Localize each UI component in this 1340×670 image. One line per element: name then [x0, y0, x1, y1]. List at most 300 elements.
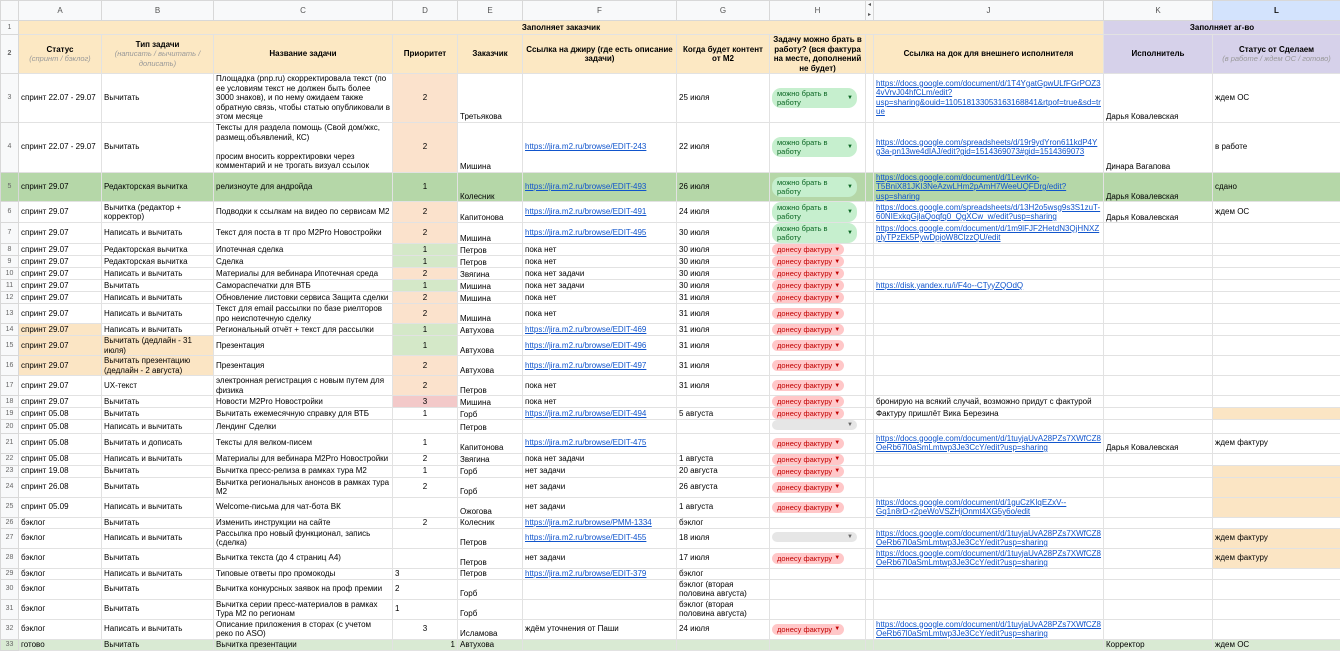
- cell-can-take[interactable]: [770, 619, 866, 639]
- cell-client[interactable]: Исламова: [458, 619, 523, 639]
- cell-content-date[interactable]: [677, 639, 770, 650]
- cell-status[interactable]: спринт 05.08: [19, 408, 102, 420]
- cell-task-title[interactable]: Типовые ответы про промокоды: [214, 568, 393, 579]
- cell-executor[interactable]: [1104, 548, 1213, 568]
- cell-jira-link[interactable]: нет задачи: [523, 497, 677, 517]
- cell-agency-status[interactable]: [1213, 517, 1340, 528]
- cell-content-date[interactable]: 17 июля: [677, 548, 770, 568]
- cell-priority[interactable]: 2: [393, 579, 458, 599]
- cell-executor[interactable]: [1104, 619, 1213, 639]
- cell-can-take[interactable]: [770, 356, 866, 376]
- status-dropdown-chip[interactable]: [772, 532, 857, 542]
- cell-task-type[interactable]: Редакторская вычитка: [102, 244, 214, 256]
- cell-agency-status[interactable]: [1213, 453, 1340, 465]
- row-number[interactable]: 26: [1, 517, 19, 528]
- row-number[interactable]: 32: [1, 619, 19, 639]
- cell-status[interactable]: спринт 29.07: [19, 396, 102, 408]
- cell-priority[interactable]: 2: [393, 223, 458, 244]
- cell-doc-link[interactable]: https://docs.google.com/document/d/1T4YgatGpwULfFGrPOZ34vVrvJ04hfCLm/edit?usp=sharing&ouid=110518133053163168841&rtpof=true&sd=true: [874, 74, 1104, 123]
- cell-status[interactable]: спринт 29.07: [19, 256, 102, 268]
- cell-client[interactable]: Колесник: [458, 517, 523, 528]
- cell-content-date[interactable]: бэклог: [677, 517, 770, 528]
- cell-jira-link[interactable]: https://jira.m2.ru/browse/EDIT-469: [523, 324, 677, 336]
- cell-can-take[interactable]: [770, 336, 866, 356]
- cell-executor[interactable]: [1104, 517, 1213, 528]
- cell-can-take[interactable]: [770, 579, 866, 599]
- cell-task-type[interactable]: Написать и вычитать: [102, 619, 214, 639]
- cell-content-date[interactable]: 26 августа: [677, 477, 770, 497]
- cell-priority[interactable]: 1: [393, 599, 458, 619]
- cell-can-take[interactable]: [770, 376, 866, 396]
- cell-doc-link[interactable]: https://docs.google.com/document/d/1tuyjaUvA28PZs7XWfCZ8OeRb67l0aSmLmtwp3Je3CcY/edit?usp=sharing: [874, 619, 1104, 639]
- row-number[interactable]: 19: [1, 408, 19, 420]
- cell-status[interactable]: спринт 29.07: [19, 280, 102, 292]
- col-header-d[interactable]: D: [393, 1, 458, 21]
- cell-doc-link[interactable]: https://docs.google.com/document/d/1LevrKo-T5BniX81JKI3NeAzwLHm2pAmH7WeeUQFDrg/edit?usp=sharing: [874, 172, 1104, 202]
- col-header-a[interactable]: A: [19, 1, 102, 21]
- row-number[interactable]: 30: [1, 579, 19, 599]
- cell-content-date[interactable]: 18 июля: [677, 528, 770, 548]
- row-number[interactable]: 13: [1, 304, 19, 324]
- cell-content-date[interactable]: 30 июля: [677, 244, 770, 256]
- cell-task-type[interactable]: Написать и вычитать: [102, 453, 214, 465]
- cell-agency-status[interactable]: ждем ОС: [1213, 639, 1340, 650]
- cell-task-type[interactable]: Написать и вычитать: [102, 292, 214, 304]
- cell-status[interactable]: бэклог: [19, 548, 102, 568]
- cell-status[interactable]: готово: [19, 639, 102, 650]
- cell-task-title[interactable]: релизноуте для андройда: [214, 172, 393, 202]
- cell-can-take[interactable]: [770, 433, 866, 453]
- status-dropdown-chip[interactable]: [772, 280, 844, 291]
- cell-priority[interactable]: 1: [393, 408, 458, 420]
- cell-task-type[interactable]: Написать и вычитать: [102, 528, 214, 548]
- cell-task-title[interactable]: Презентация: [214, 356, 393, 376]
- status-dropdown-chip[interactable]: [772, 256, 844, 267]
- cell-doc-link[interactable]: [874, 420, 1104, 434]
- cell-status[interactable]: спринт 22.07 - 29.07: [19, 122, 102, 172]
- cell-task-type[interactable]: Вычитать: [102, 639, 214, 650]
- cell-client[interactable]: Мишина: [458, 396, 523, 408]
- cell-agency-status[interactable]: [1213, 304, 1340, 324]
- cell-task-type[interactable]: Вычитать: [102, 408, 214, 420]
- status-dropdown-chip[interactable]: [772, 466, 844, 477]
- cell-task-type[interactable]: Вычитать: [102, 74, 214, 123]
- cell-content-date[interactable]: 24 июля: [677, 202, 770, 223]
- header-executor[interactable]: Исполнитель: [1104, 35, 1213, 74]
- status-dropdown-chip[interactable]: [772, 340, 844, 351]
- cell-executor[interactable]: Дарья Ковалевская: [1104, 74, 1213, 123]
- cell-doc-link[interactable]: [874, 639, 1104, 650]
- row-number[interactable]: 22: [1, 453, 19, 465]
- cell-agency-status[interactable]: [1213, 376, 1340, 396]
- cell-content-date[interactable]: 24 июля: [677, 619, 770, 639]
- cell-agency-status[interactable]: [1213, 408, 1340, 420]
- cell-task-type[interactable]: Вычитать и дописать: [102, 433, 214, 453]
- cell-can-take[interactable]: [770, 244, 866, 256]
- cell-jira-link[interactable]: https://jira.m2.ru/browse/PMM-1334: [523, 517, 677, 528]
- cell-doc-link[interactable]: [874, 292, 1104, 304]
- cell-agency-status[interactable]: [1213, 223, 1340, 244]
- row-number[interactable]: 27: [1, 528, 19, 548]
- cell-task-title[interactable]: Вычитка серии пресс-материалов в рамках Тура M2 по регионам: [214, 599, 393, 619]
- cell-content-date[interactable]: 31 июля: [677, 292, 770, 304]
- row-number[interactable]: 15: [1, 336, 19, 356]
- col-header-h[interactable]: H: [770, 1, 866, 21]
- cell-status[interactable]: спринт 26.08: [19, 477, 102, 497]
- cell-priority[interactable]: 2: [393, 356, 458, 376]
- cell-doc-link[interactable]: [874, 256, 1104, 268]
- col-header-e[interactable]: E: [458, 1, 523, 21]
- cell-priority[interactable]: 3: [393, 568, 458, 579]
- cell-priority[interactable]: 2: [393, 376, 458, 396]
- cell-can-take[interactable]: [770, 568, 866, 579]
- cell-executor[interactable]: Корректор: [1104, 639, 1213, 650]
- cell-task-type[interactable]: Написать и вычитать: [102, 497, 214, 517]
- cell-status[interactable]: спринт 29.07: [19, 304, 102, 324]
- cell-doc-link[interactable]: Фактуру пришлёт Вика Березина: [874, 408, 1104, 420]
- cell-can-take[interactable]: [770, 599, 866, 619]
- cell-client[interactable]: Капитонова: [458, 202, 523, 223]
- cell-task-type[interactable]: Редакторская вычитка: [102, 172, 214, 202]
- cell-executor[interactable]: [1104, 396, 1213, 408]
- cell-task-title[interactable]: Тексты для раздела помощь (Свой дом/жкс, размещ.объявлений, КС) просим вносить корректировки через комментарий и не трогать визуал ссылок: [214, 122, 393, 172]
- cell-client[interactable]: Мишина: [458, 122, 523, 172]
- cell-client[interactable]: Автухова: [458, 336, 523, 356]
- cell-client[interactable]: Петров: [458, 256, 523, 268]
- cell-content-date[interactable]: 5 августа: [677, 408, 770, 420]
- cell-priority[interactable]: 2: [393, 292, 458, 304]
- cell-content-date[interactable]: 31 июля: [677, 324, 770, 336]
- cell-client[interactable]: Горб: [458, 477, 523, 497]
- cell-task-title[interactable]: Региональный отчёт + текст для рассылки: [214, 324, 393, 336]
- col-header-b[interactable]: B: [102, 1, 214, 21]
- cell-status[interactable]: бэклог: [19, 528, 102, 548]
- cell-status[interactable]: спринт 29.07: [19, 376, 102, 396]
- cell-status[interactable]: спринт 29.07: [19, 268, 102, 280]
- cell-task-type[interactable]: Вычитать: [102, 396, 214, 408]
- cell-content-date[interactable]: 1 августа: [677, 453, 770, 465]
- cell-agency-status[interactable]: [1213, 497, 1340, 517]
- row-number[interactable]: 4: [1, 122, 19, 172]
- cell-jira-link[interactable]: пока нет задачи: [523, 453, 677, 465]
- cell-status[interactable]: спринт 19.08: [19, 465, 102, 477]
- cell-doc-link[interactable]: [874, 599, 1104, 619]
- cell-agency-status[interactable]: [1213, 356, 1340, 376]
- cell-agency-status[interactable]: ждем фактуру: [1213, 528, 1340, 548]
- cell-client[interactable]: Колесник: [458, 172, 523, 202]
- cell-content-date[interactable]: 30 июля: [677, 268, 770, 280]
- cell-executor[interactable]: [1104, 292, 1213, 304]
- cell-priority[interactable]: 1: [393, 172, 458, 202]
- cell-jira-link[interactable]: https://jira.m2.ru/browse/EDIT-496: [523, 336, 677, 356]
- cell-task-title[interactable]: Презентация: [214, 336, 393, 356]
- cell-executor[interactable]: [1104, 336, 1213, 356]
- cell-client[interactable]: Горб: [458, 465, 523, 477]
- status-dropdown-chip[interactable]: [772, 380, 844, 391]
- cell-status[interactable]: спринт 29.07: [19, 202, 102, 223]
- cell-executor[interactable]: Динара Вагапова: [1104, 122, 1213, 172]
- cell-client[interactable]: Мишина: [458, 280, 523, 292]
- cell-task-type[interactable]: Вычитать: [102, 280, 214, 292]
- row-number[interactable]: 20: [1, 420, 19, 434]
- cell-status[interactable]: спринт 29.07: [19, 324, 102, 336]
- cell-client[interactable]: Мишина: [458, 304, 523, 324]
- cell-agency-status[interactable]: ждем фактуру: [1213, 548, 1340, 568]
- row-number[interactable]: 17: [1, 376, 19, 396]
- col-header-j[interactable]: J: [874, 1, 1104, 21]
- cell-priority[interactable]: 2: [393, 453, 458, 465]
- cell-task-title[interactable]: Материалы для вебинара Ипотечная среда: [214, 268, 393, 280]
- cell-agency-status[interactable]: [1213, 477, 1340, 497]
- cell-task-type[interactable]: Редакторская вычитка: [102, 256, 214, 268]
- cell-task-type[interactable]: Вычитать: [102, 599, 214, 619]
- cell-client[interactable]: Петров: [458, 420, 523, 434]
- cell-can-take[interactable]: [770, 639, 866, 650]
- row-number[interactable]: 29: [1, 568, 19, 579]
- row-number[interactable]: 14: [1, 324, 19, 336]
- cell-content-date[interactable]: 25 июля: [677, 74, 770, 123]
- cell-task-title[interactable]: Описание приложения в сторах (с учетом реко по ASO): [214, 619, 393, 639]
- cell-priority[interactable]: 2: [393, 74, 458, 123]
- cell-priority[interactable]: 1: [393, 433, 458, 453]
- cell-task-type[interactable]: Вычитать: [102, 465, 214, 477]
- cell-jira-link[interactable]: https://jira.m2.ru/browse/EDIT-455: [523, 528, 677, 548]
- cell-doc-link[interactable]: [874, 244, 1104, 256]
- cell-doc-link[interactable]: бронирую на всякий случай, возможно придут с фактурой: [874, 396, 1104, 408]
- cell-agency-status[interactable]: [1213, 268, 1340, 280]
- cell-priority[interactable]: 2: [393, 517, 458, 528]
- cell-task-type[interactable]: UX-текст: [102, 376, 214, 396]
- cell-agency-status[interactable]: [1213, 396, 1340, 408]
- status-dropdown-chip[interactable]: [772, 438, 844, 449]
- cell-jira-link[interactable]: [523, 599, 677, 619]
- col-header-c[interactable]: C: [214, 1, 393, 21]
- cell-doc-link[interactable]: https://docs.google.com/document/d/1tuyjaUvA28PZs7XWfCZ8OeRb67l0aSmLmtwp3Je3CcY/edit?usp=sharing: [874, 433, 1104, 453]
- cell-can-take[interactable]: [770, 453, 866, 465]
- cell-agency-status[interactable]: [1213, 599, 1340, 619]
- cell-executor[interactable]: [1104, 324, 1213, 336]
- cell-task-type[interactable]: Вычитать: [102, 548, 214, 568]
- cell-task-type[interactable]: Написать и вычитать: [102, 420, 214, 434]
- cell-priority[interactable]: 1: [393, 280, 458, 292]
- cell-content-date[interactable]: 30 июля: [677, 223, 770, 244]
- cell-executor[interactable]: [1104, 376, 1213, 396]
- cell-doc-link[interactable]: https://docs.google.com/document/d/1tuyjaUvA28PZs7XWfCZ8OeRb67l0aSmLmtwp3Je3CcY/edit?usp=sharing: [874, 528, 1104, 548]
- cell-content-date[interactable]: 30 июля: [677, 256, 770, 268]
- row-number[interactable]: 33: [1, 639, 19, 650]
- cell-task-title[interactable]: Новости M2Pro Новостройки: [214, 396, 393, 408]
- cell-agency-status[interactable]: [1213, 244, 1340, 256]
- cell-agency-status[interactable]: [1213, 568, 1340, 579]
- cell-can-take[interactable]: [770, 256, 866, 268]
- cell-task-type[interactable]: Вычитать презентацию (дедлайн - 2 августа): [102, 356, 214, 376]
- cell-client[interactable]: Горб: [458, 579, 523, 599]
- row-number[interactable]: 31: [1, 599, 19, 619]
- cell-can-take[interactable]: [770, 517, 866, 528]
- status-dropdown-chip[interactable]: [772, 88, 857, 108]
- cell-client[interactable]: Петров: [458, 376, 523, 396]
- cell-agency-status[interactable]: сдано: [1213, 172, 1340, 202]
- cell-doc-link[interactable]: [874, 336, 1104, 356]
- cell-jira-link[interactable]: [523, 74, 677, 123]
- cell-content-date[interactable]: [677, 420, 770, 434]
- cell-executor[interactable]: [1104, 568, 1213, 579]
- cell-priority[interactable]: [393, 497, 458, 517]
- status-dropdown-chip[interactable]: [772, 408, 844, 419]
- header-task-title[interactable]: Название задачи: [214, 35, 393, 74]
- cell-doc-link[interactable]: [874, 465, 1104, 477]
- status-dropdown-chip[interactable]: [772, 553, 844, 564]
- cell-status[interactable]: спринт 29.07: [19, 356, 102, 376]
- cell-can-take[interactable]: [770, 268, 866, 280]
- cell-jira-link[interactable]: [523, 579, 677, 599]
- cell-content-date[interactable]: 31 июля: [677, 336, 770, 356]
- row-number[interactable]: 23: [1, 465, 19, 477]
- cell-client[interactable]: Петров: [458, 568, 523, 579]
- cell-priority[interactable]: 2: [393, 477, 458, 497]
- cell-task-title[interactable]: Текст для поста в тг про M2Pro Новостройки: [214, 223, 393, 244]
- cell-executor[interactable]: [1104, 280, 1213, 292]
- cell-priority[interactable]: 1: [393, 336, 458, 356]
- status-dropdown-chip[interactable]: [772, 324, 844, 335]
- row-number[interactable]: 12: [1, 292, 19, 304]
- col-header-g[interactable]: G: [677, 1, 770, 21]
- cell-task-title[interactable]: Вычитка пресс-релиза в рамках тура M2: [214, 465, 393, 477]
- cell-task-type[interactable]: Написать и вычитать: [102, 324, 214, 336]
- cell-executor[interactable]: Дарья Ковалевская: [1104, 433, 1213, 453]
- cell-executor[interactable]: [1104, 599, 1213, 619]
- cell-agency-status[interactable]: ждем фактуру: [1213, 433, 1340, 453]
- cell-content-date[interactable]: 1 августа: [677, 497, 770, 517]
- cell-jira-link[interactable]: пока нет: [523, 304, 677, 324]
- cell-agency-status[interactable]: в работе: [1213, 122, 1340, 172]
- row-number[interactable]: 11: [1, 280, 19, 292]
- row-number[interactable]: 28: [1, 548, 19, 568]
- cell-client[interactable]: Горб: [458, 599, 523, 619]
- cell-priority[interactable]: 2: [393, 122, 458, 172]
- cell-doc-link[interactable]: [874, 477, 1104, 497]
- cell-jira-link[interactable]: https://jira.m2.ru/browse/EDIT-494: [523, 408, 677, 420]
- cell-content-date[interactable]: [677, 396, 770, 408]
- cell-client[interactable]: Капитонова: [458, 433, 523, 453]
- cell-status[interactable]: спринт 29.07: [19, 336, 102, 356]
- cell-task-title[interactable]: Изменить инструкции на сайте: [214, 517, 393, 528]
- cell-task-type[interactable]: Вычитать: [102, 517, 214, 528]
- cell-doc-link[interactable]: https://docs.google.com/document/d/1m9lFJF2HetdN3QjHNXZplyTPzEk5PywDpjoW8ClzzQU/edit: [874, 223, 1104, 244]
- cell-task-type[interactable]: Написать и вычитать: [102, 268, 214, 280]
- cell-task-type[interactable]: Вычитать: [102, 477, 214, 497]
- cell-task-title[interactable]: Welcome-письма для чат-бота ВК: [214, 497, 393, 517]
- cell-priority[interactable]: 3: [393, 396, 458, 408]
- cell-status[interactable]: спринт 05.08: [19, 433, 102, 453]
- status-dropdown-chip[interactable]: [772, 482, 844, 493]
- cell-agency-status[interactable]: [1213, 256, 1340, 268]
- cell-can-take[interactable]: [770, 292, 866, 304]
- row-number[interactable]: 25: [1, 497, 19, 517]
- row-number[interactable]: 10: [1, 268, 19, 280]
- cell-agency-status[interactable]: ждем ОС: [1213, 202, 1340, 223]
- cell-executor[interactable]: [1104, 528, 1213, 548]
- cell-client[interactable]: Петров: [458, 528, 523, 548]
- row-number[interactable]: 21: [1, 433, 19, 453]
- cell-can-take[interactable]: [770, 528, 866, 548]
- cell-task-title[interactable]: Рассылка про новый функционал, запись (сделка): [214, 528, 393, 548]
- cell-task-type[interactable]: Вычитка (редактор + корректор): [102, 202, 214, 223]
- cell-jira-link[interactable]: https://jira.m2.ru/browse/EDIT-493: [523, 172, 677, 202]
- header-can-take[interactable]: Задачу можно брать в работу? (вся фактура на месте, дополнений не будет): [770, 35, 866, 74]
- status-dropdown-chip[interactable]: [772, 454, 844, 465]
- cell-task-title[interactable]: Текст для email рассылки по базе риелторов про неиспотечную сделку: [214, 304, 393, 324]
- cell-jira-link[interactable]: нет задачи: [523, 477, 677, 497]
- cell-client[interactable]: Третьякова: [458, 74, 523, 123]
- cell-executor[interactable]: [1104, 223, 1213, 244]
- cell-can-take[interactable]: [770, 477, 866, 497]
- cell-jira-link[interactable]: пока нет: [523, 376, 677, 396]
- cell-doc-link[interactable]: [874, 579, 1104, 599]
- cell-executor[interactable]: [1104, 477, 1213, 497]
- cell-content-date[interactable]: 20 августа: [677, 465, 770, 477]
- cell-content-date[interactable]: бэклог (вторая половина августа): [677, 579, 770, 599]
- cell-content-date[interactable]: 31 июля: [677, 304, 770, 324]
- cell-executor[interactable]: [1104, 497, 1213, 517]
- cell-doc-link[interactable]: [874, 356, 1104, 376]
- cell-priority[interactable]: 2: [393, 304, 458, 324]
- cell-executor[interactable]: [1104, 579, 1213, 599]
- cell-priority[interactable]: 2: [393, 268, 458, 280]
- cell-content-date[interactable]: бэклог (вторая половина августа): [677, 599, 770, 619]
- cell-executor[interactable]: Дарья Ковалевская: [1104, 202, 1213, 223]
- row-number[interactable]: 8: [1, 244, 19, 256]
- cell-status[interactable]: спринт 05.08: [19, 420, 102, 434]
- cell-can-take[interactable]: [770, 122, 866, 172]
- cell-priority[interactable]: 2: [393, 202, 458, 223]
- cell-can-take[interactable]: [770, 202, 866, 223]
- cell-task-title[interactable]: Вычитка региональных анонсов в рамках тура M2: [214, 477, 393, 497]
- cell-status[interactable]: бэклог: [19, 619, 102, 639]
- cell-task-title[interactable]: Лендинг Сделки: [214, 420, 393, 434]
- header-priority[interactable]: Приоритет: [393, 35, 458, 74]
- cell-task-type[interactable]: Вычитать: [102, 122, 214, 172]
- cell-can-take[interactable]: [770, 304, 866, 324]
- cell-priority[interactable]: 1: [393, 244, 458, 256]
- cell-client[interactable]: Автухова: [458, 356, 523, 376]
- cell-client[interactable]: Петров: [458, 244, 523, 256]
- cell-client[interactable]: Мишина: [458, 223, 523, 244]
- cell-can-take[interactable]: [770, 465, 866, 477]
- cell-status[interactable]: спринт 22.07 - 29.07: [19, 74, 102, 123]
- cell-priority[interactable]: 1: [393, 639, 458, 650]
- cell-status[interactable]: спринт 29.07: [19, 223, 102, 244]
- cell-can-take[interactable]: [770, 74, 866, 123]
- cell-agency-status[interactable]: [1213, 579, 1340, 599]
- cell-task-title[interactable]: Вычитка презентации: [214, 639, 393, 650]
- cell-jira-link[interactable]: [523, 420, 677, 434]
- cell-agency-status[interactable]: ждем ОС: [1213, 74, 1340, 123]
- cell-jira-link[interactable]: пока нет: [523, 292, 677, 304]
- row-number[interactable]: 1: [1, 21, 19, 35]
- cell-jira-link[interactable]: нет задачи: [523, 465, 677, 477]
- cell-content-date[interactable]: [677, 433, 770, 453]
- cell-priority[interactable]: 1: [393, 465, 458, 477]
- col-header-l[interactable]: L: [1213, 1, 1340, 21]
- cell-agency-status[interactable]: [1213, 465, 1340, 477]
- cell-client[interactable]: Звягина: [458, 453, 523, 465]
- cell-content-date[interactable]: 31 июля: [677, 376, 770, 396]
- row-number[interactable]: 9: [1, 256, 19, 268]
- cell-priority[interactable]: [393, 548, 458, 568]
- status-dropdown-chip[interactable]: [772, 502, 844, 513]
- cell-content-date[interactable]: 31 июля: [677, 356, 770, 376]
